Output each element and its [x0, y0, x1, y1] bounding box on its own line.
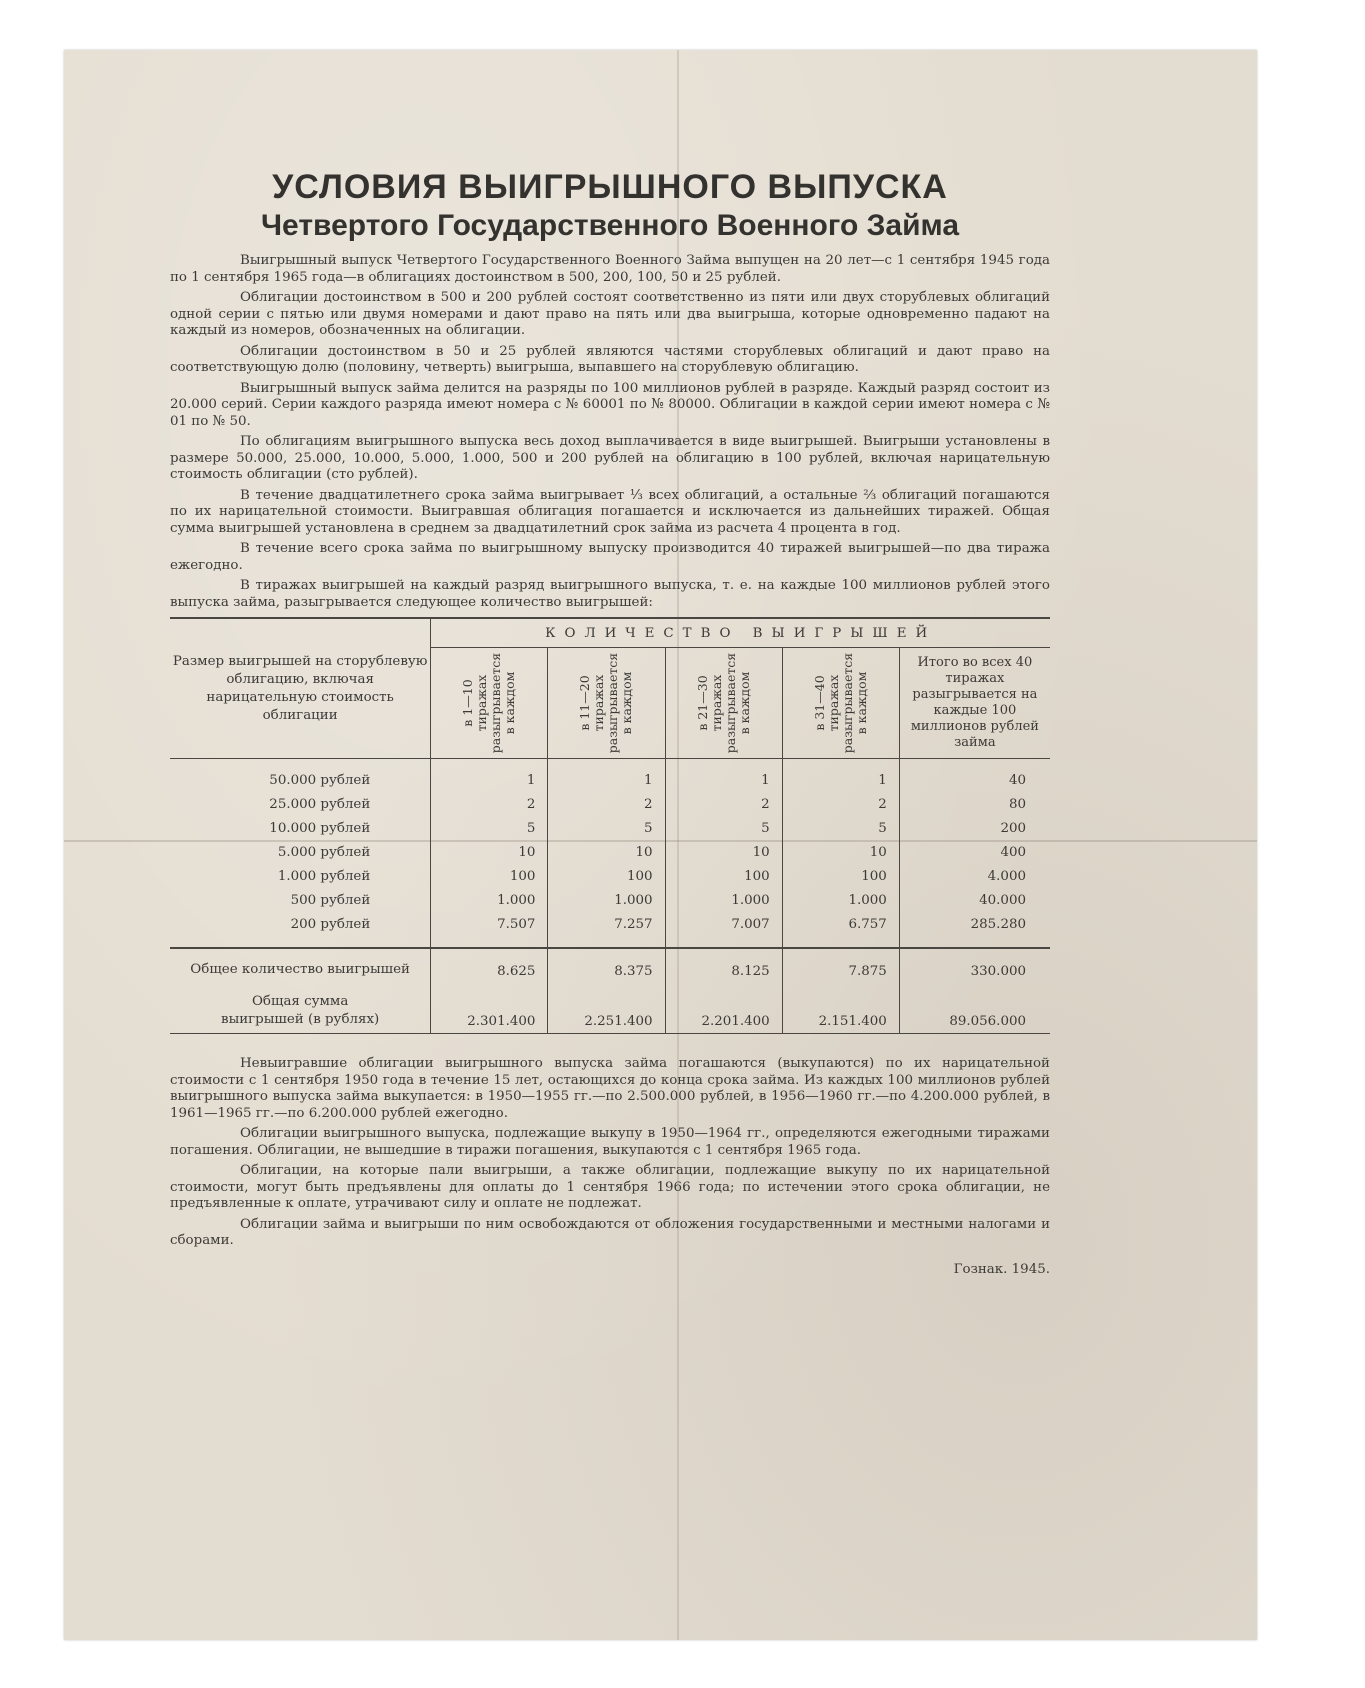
- table-row: 500 рублей 1.000 1.000 1.000 1.000 40.000: [170, 889, 1050, 913]
- column-header: в 21—30 тиражах разыгрывается в каждом: [665, 648, 782, 759]
- paragraph: В течение всего срока займа по выигрышному выпуску производится 40 тиражей выигрышей—по два тиража ежегодно.: [170, 541, 1050, 573]
- paragraph: Выигрышный выпуск займа делится на разряды по 100 миллионов рублей в разряде. Каждый разряд состоит из 20.000 серий. Серии каждого разряда имеют номера с № 60001 по № 80000. Облигации в каждой серии имеют номера с № 01 по № 50.: [170, 380, 1050, 429]
- table-row: 10.000 рублей 5 5 5 5 200: [170, 817, 1050, 841]
- column-header: в 1—10 тиражах разыгрывается в каждом: [431, 648, 548, 759]
- document-title: УСЛОВИЯ ВЫИГРЫШНОГО ВЫПУСКА: [272, 168, 948, 206]
- column-header: в 31—40 тиражах разыгрывается в каждом: [782, 648, 899, 759]
- paragraph: Облигации займа и выигрыши по ним освобождаются от обложения государственными и местными налогами и сборами.: [170, 1216, 1050, 1248]
- total-sum-row: Общая сумма выигрышей (в рублях) 2.301.400 2.251.400 2.201.400 2.151.400 89.056.000: [170, 993, 1050, 1034]
- document-content: [170, 168, 1050, 1277]
- group-header: КОЛИЧЕСТВО ВЫИГРЫШЕЙ: [431, 619, 1050, 648]
- document-subtitle: Четвертого Государственного Военного Займа: [260, 209, 960, 242]
- total-count-row: Общее количество выигрышей 8.625 8.375 8.125 7.875 330.000: [170, 961, 1050, 983]
- paragraph: В тиражах выигрышей на каждый разряд выигрышного выпуска, т. е. на каждые 100 миллионов рублей этого выпуска займа, разыгрывается следующее количество выигрышей:: [170, 578, 1050, 610]
- table-row: 200 рублей 7.507 7.257 7.007 6.757 285.280: [170, 913, 1050, 937]
- total-column-header: Итого во всех 40 тиражах разыгрывается на каждые 100 миллионов рублей займа: [899, 648, 1050, 759]
- column-header: в 11—20 тиражах разыгрывается в каждом: [548, 648, 665, 759]
- paragraph: Невыигравшие облигации выигрышного выпуска займа погашаются (выкупаются) по их нарицательной стоимости с 1 сентября 1950 года в течение 15 лет, остающихся до конца срока займа. Из каждых 100 миллионов рублей выигрышного выпуска займа выкупается: в 1950—1955 гг.—по 2.500.000 рублей, в 1956—1960 гг.—по 4.200.000 рублей, в 1961—1965 гг.—по 6.200.000 рублей ежегодно.: [170, 1056, 1050, 1121]
- printer-imprint: Гознак. 1945.: [953, 1261, 1050, 1277]
- table-row: 1.000 рублей 100 100 100 100 4.000: [170, 865, 1050, 889]
- paragraph: Выигрышный выпуск Четвертого Государственного Военного Займа выпущен на 20 лет—с 1 сентября 1945 года по 1 сентября 1965 года—в облигациях достоинством в 500, 200, 100, 50 и 25 рублей.: [170, 253, 1050, 285]
- paragraph: По облигациям выигрышного выпуска весь доход выплачивается в виде выигрышей. Выигрыши установлены в размере 50.000, 25.000, 10.000, 5.000, 1.000, 500 и 200 рублей на облигацию в 100 рублей, включая нарицательную стоимость облигации (сто рублей).: [170, 434, 1050, 482]
- paragraph: Облигации достоинством в 50 и 25 рублей являются частями сторублевых облигаций и дают право на соответствующую долю (половину, четверть) выигрыша, выпавшего на сторублевую облигацию.: [170, 343, 1050, 375]
- table-row: 25.000 рублей 2 2 2 2 80: [170, 793, 1050, 817]
- paragraph: Облигации выигрышного выпуска, подлежащие выкупу в 1950—1964 гг., определяются ежегодными тиражами погашения. Облигации, не вышедшие в тиражи погашения, выкупаются с 1 сентября 1965 года.: [170, 1126, 1050, 1158]
- size-header: Размер выигрышей на сторублевую облигацию, включая нарицательную стоимость облигации: [170, 619, 431, 759]
- winnings-table: [170, 617, 1050, 1056]
- paragraph: В течение двадцатилетнего срока займа выигрывает ⅓ всех облигаций, а остальные ⅔ облигаций погашаются по их нарицательной стоимости. Выигравшая облигация погашается и исключается из дальнейших тиражей. Общая сумма выигрышей установлена в среднем за двадцатилетний срок займа из расчета 4 процента в год.: [170, 487, 1050, 536]
- paragraph: Облигации, на которые пали выигрыши, а также облигации, подлежащие выкупу по их нарицательной стоимости, могут быть предъявлены для оплаты до 1 сентября 1966 года; по истечении этого срока облигации, не предъявленные к оплате, утрачивают силу и оплате не подлежат.: [170, 1163, 1050, 1211]
- table-row: 5.000 рублей 10 10 10 10 400: [170, 841, 1050, 865]
- paragraph: Облигации достоинством в 500 и 200 рублей состоят соответственно из пяти или двух сторублевых облигаций одной серии с пятью или двумя номерами и дают право на пять или два выигрыша, которые одновременно падают на каждый из номеров, обозначенных на облигации.: [170, 290, 1050, 338]
- table-row: 50.000 рублей 1 1 1 1 40: [170, 769, 1050, 793]
